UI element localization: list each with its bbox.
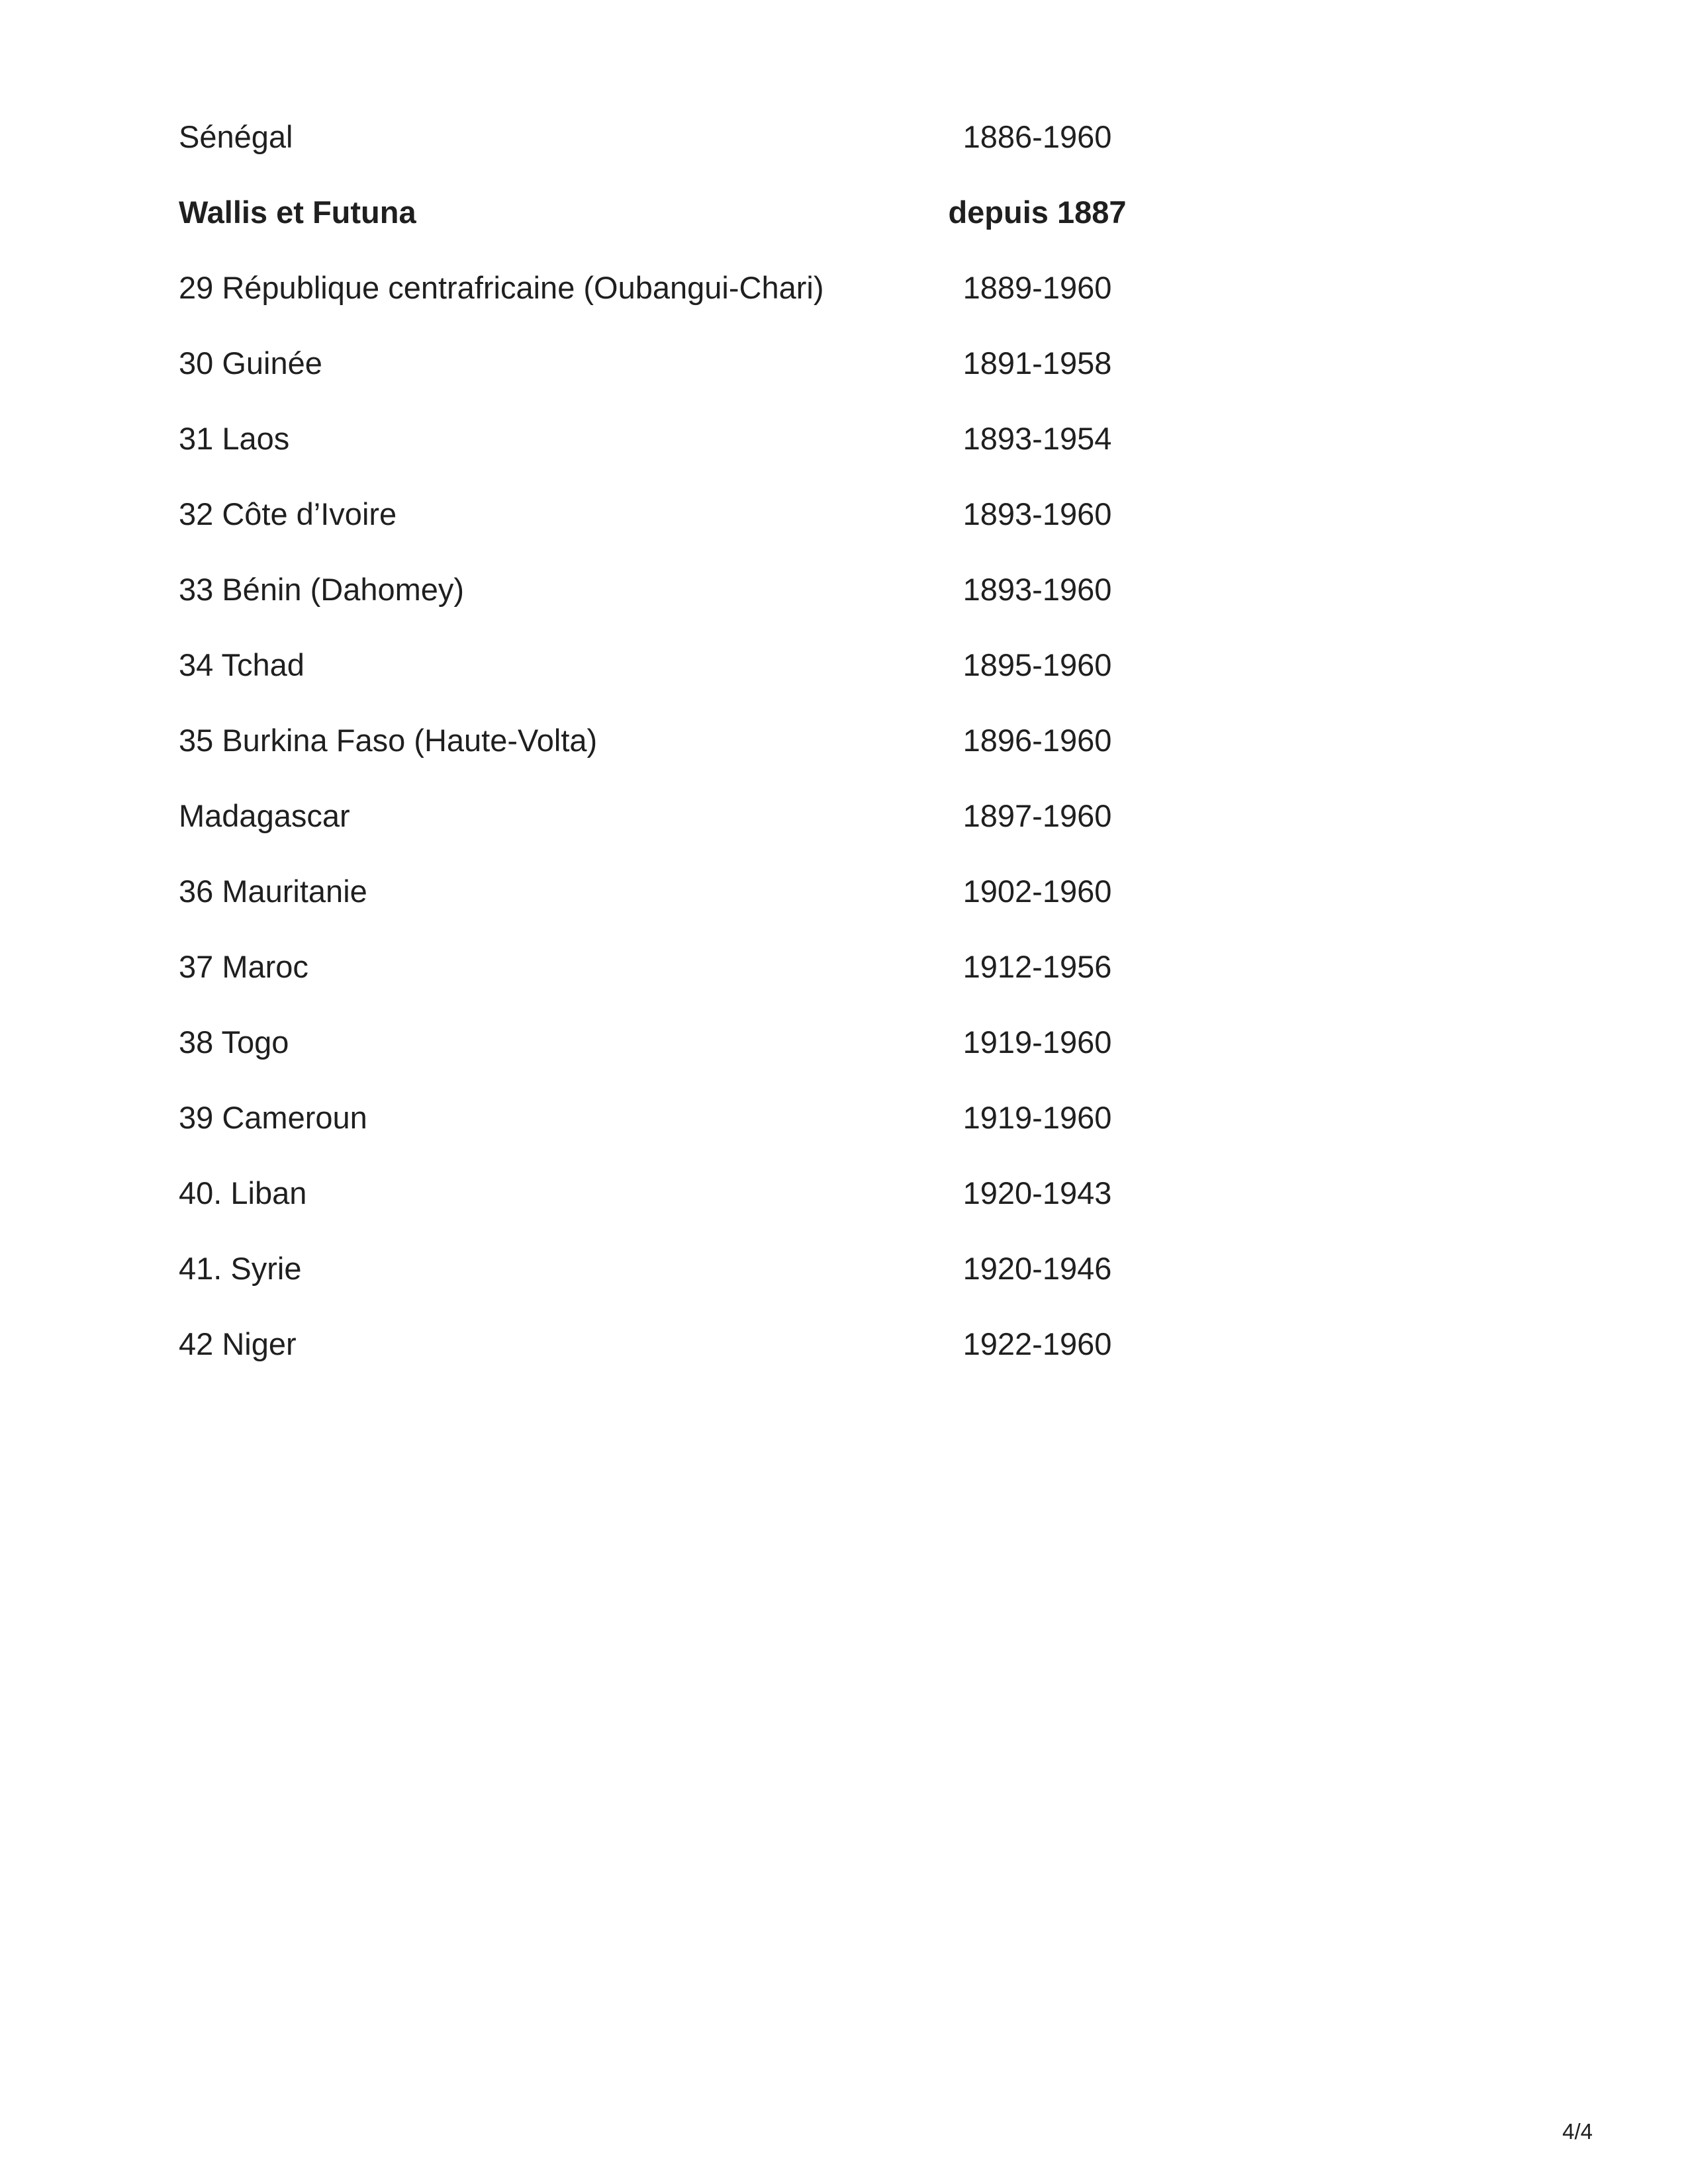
colony-name: 39 Cameroun [179,1099,367,1135]
colony-list [179,99,1556,1382]
colony-dates: 1895-1960 [962,647,1112,682]
list-item [179,552,1556,627]
colony-dates: 1920-1946 [962,1250,1112,1286]
colony-dates: 1893-1960 [962,496,1112,531]
list-item [179,250,1556,326]
list-item [179,929,1556,1005]
list-item [179,1005,1556,1080]
colony-name: 29 République centrafricaine (Oubangui-Chari) [179,269,824,305]
colony-name: 40. Liban [179,1175,307,1210]
colony-name: Sénégal [179,118,293,154]
colony-dates: 1902-1960 [962,873,1112,909]
list-item [179,627,1556,703]
list-item [179,1306,1556,1382]
colony-dates: 1919-1960 [962,1024,1112,1060]
colony-name: Madagascar [179,797,350,833]
colony-name: 37 Maroc [179,948,308,984]
colony-name: 34 Tchad [179,647,305,682]
colony-dates: 1893-1954 [962,420,1112,456]
colony-name: 41. Syrie [179,1250,302,1286]
page-number: 4/4 [1562,2119,1593,2144]
list-item [179,703,1556,778]
colony-name: 31 Laos [179,420,290,456]
colony-name: 32 Côte d’Ivoire [179,496,397,531]
list-item [179,99,1556,175]
list-item [179,477,1556,552]
list-item [179,401,1556,477]
colony-name: 35 Burkina Faso (Haute-Volta) [179,722,598,758]
colony-dates: 1896-1960 [962,722,1112,758]
colony-dates: 1897-1960 [962,797,1112,833]
colony-dates: 1889-1960 [962,269,1112,305]
colony-dates: 1912-1956 [962,948,1112,984]
colony-dates: 1891-1958 [962,345,1112,381]
list-item [179,1231,1556,1306]
colony-dates: 1920-1943 [962,1175,1112,1210]
colony-dates: 1886-1960 [962,118,1112,154]
colony-dates: 1893-1960 [962,571,1112,607]
colony-name: 36 Mauritanie [179,873,367,909]
list-item [179,778,1556,854]
list-item [179,1080,1556,1156]
colony-dates: 1922-1960 [962,1326,1112,1361]
list-item [179,1156,1556,1231]
colony-dates: 1919-1960 [962,1099,1112,1135]
list-item [179,854,1556,929]
colony-name: 33 Bénin (Dahomey) [179,571,465,607]
colony-dates: depuis 1887 [948,194,1127,230]
colony-name: Wallis et Futuna [179,194,416,230]
colony-name: 38 Togo [179,1024,289,1060]
colony-name: 42 Niger [179,1326,297,1361]
list-item [179,175,1556,250]
list-item [179,326,1556,401]
colony-name: 30 Guinée [179,345,322,381]
